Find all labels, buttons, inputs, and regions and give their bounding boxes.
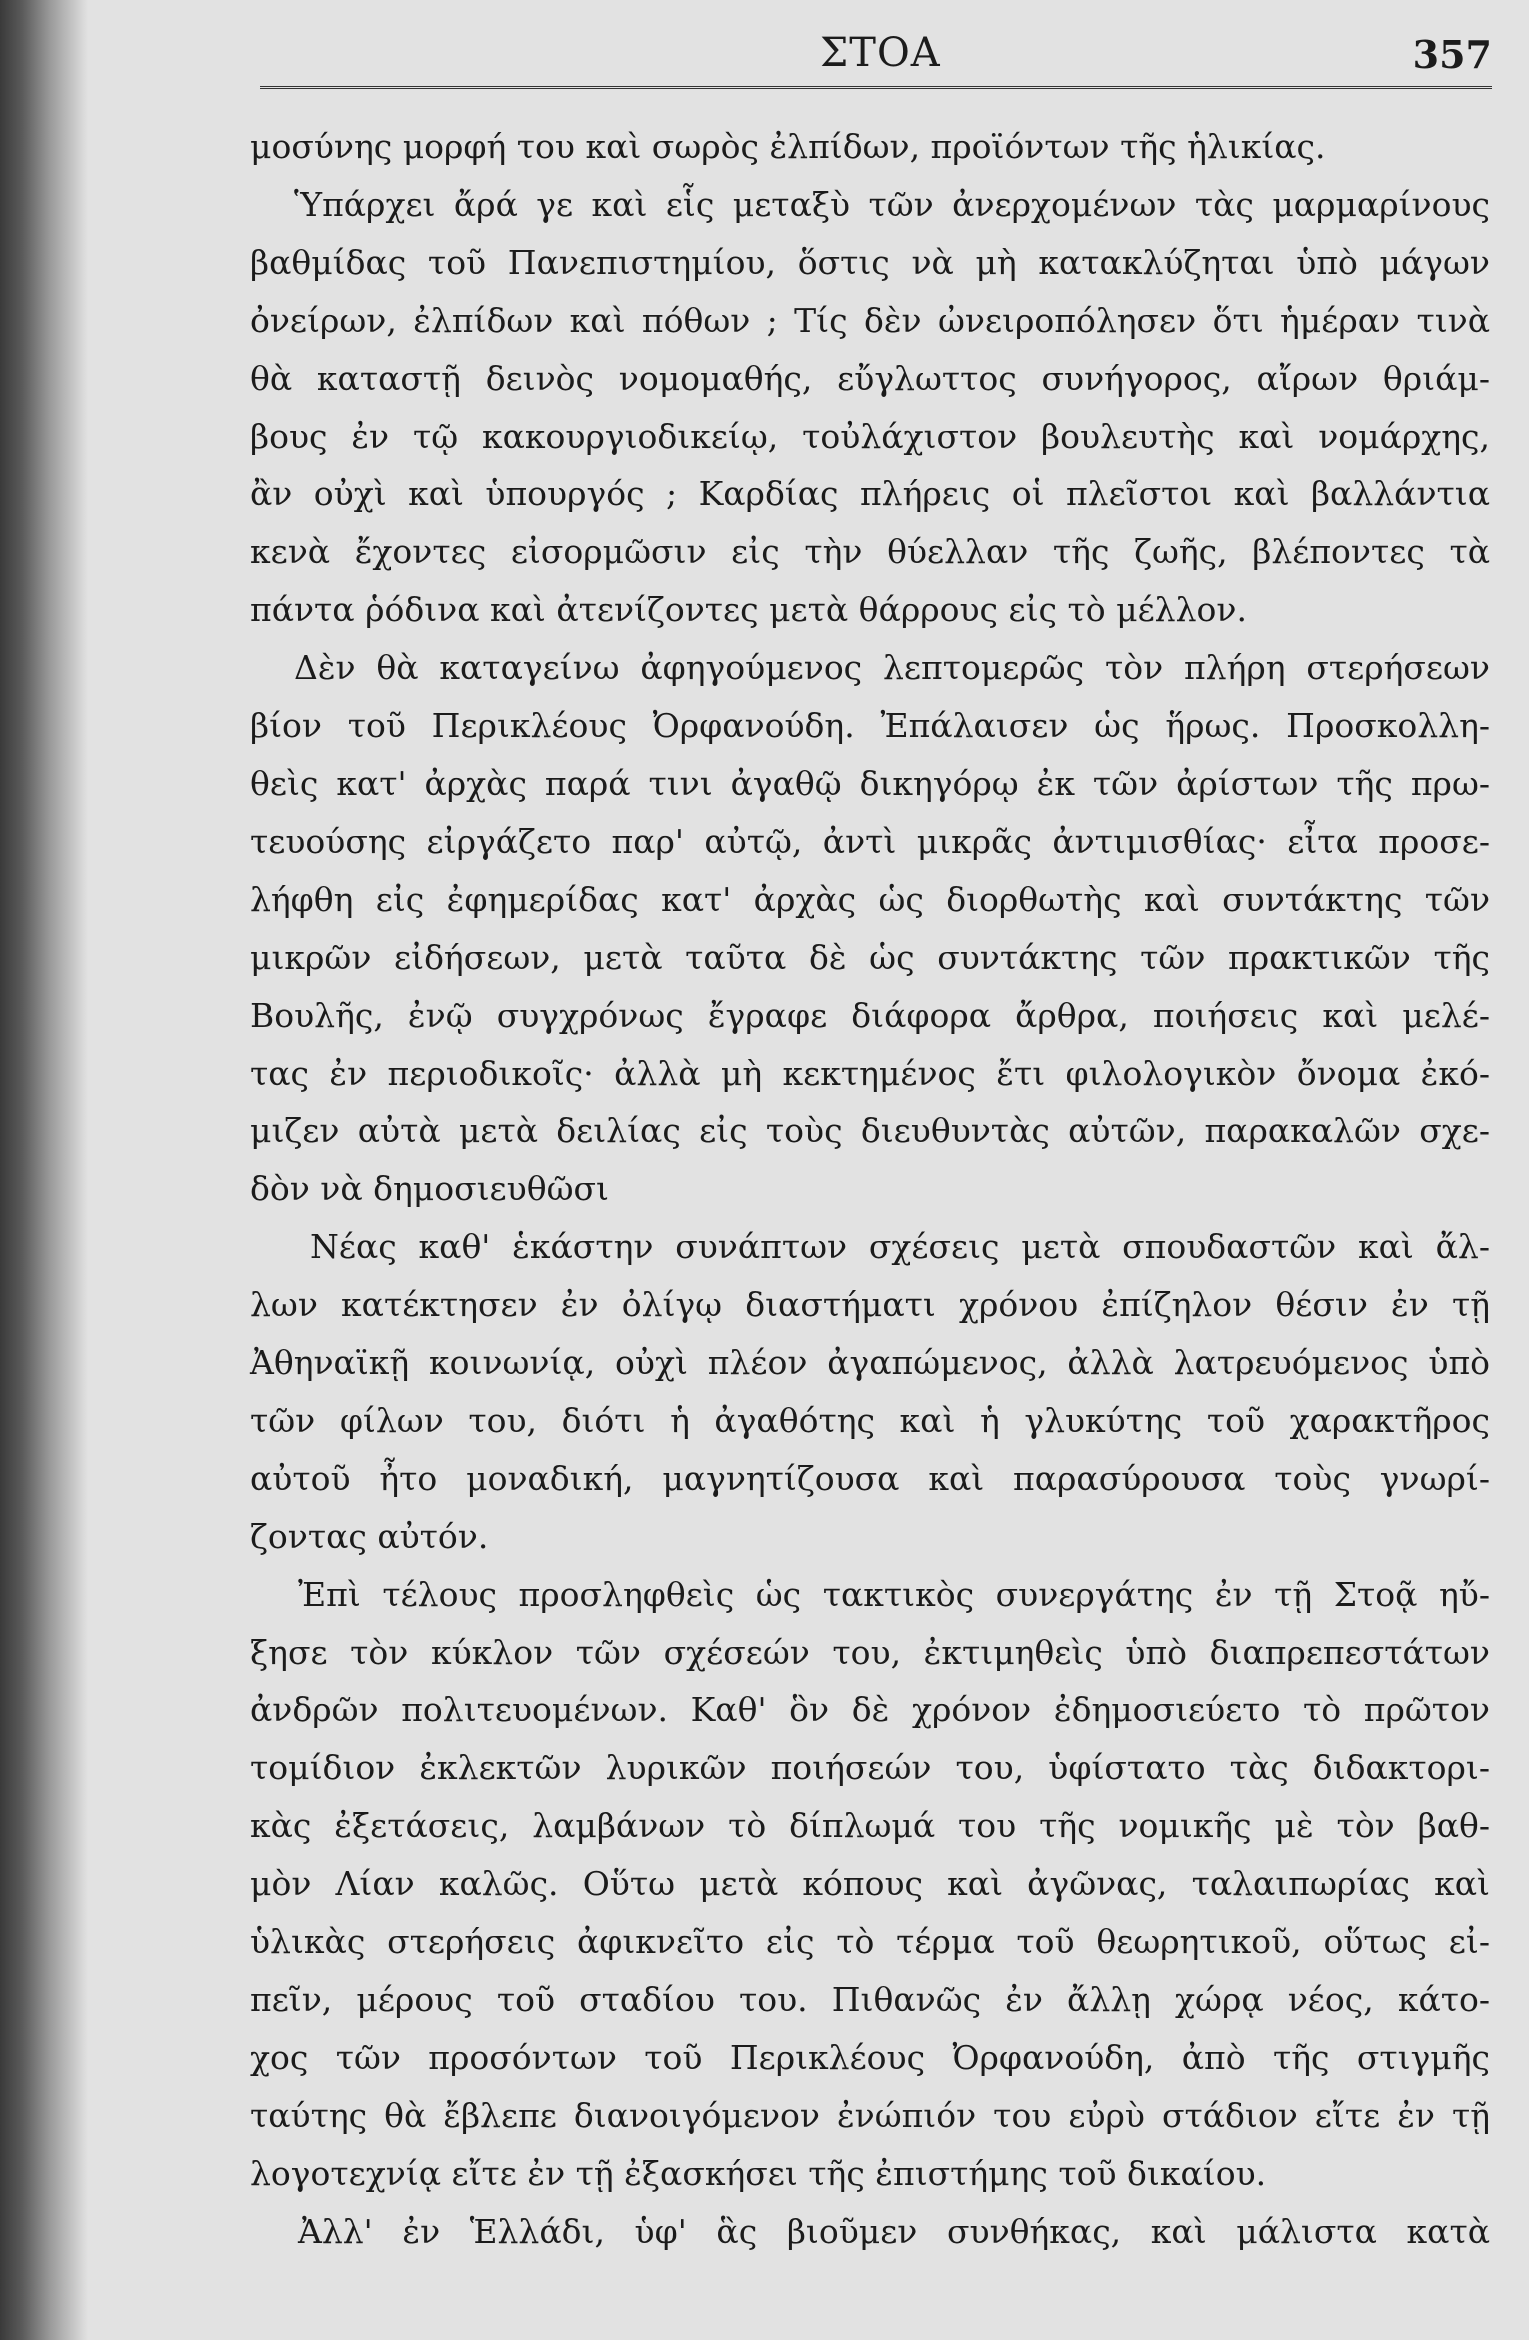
text-line: Ἀθηναϊκῇ κοινωνίᾳ, οὐχὶ πλέον ἀγαπώμενος, ἀλλὰ λατρευόμενος ὑπὸ <box>250 1343 1490 1383</box>
text-line: κενὰ ἔχοντες εἰσορμῶσιν εἰς τὴν θύελλαν τῆς ζωῆς, βλέποντες τὰ <box>250 532 1490 572</box>
text-line: βους ἐν τῷ κακουργιοδικείῳ, τοὐλάχιστον βουλευτὴς καὶ νομάρχης, <box>250 416 1490 456</box>
text-line: μοσύνης μορφή του καὶ σωρὸς ἐλπίδων, προϊόντων τῆς ἡλικίας. <box>250 127 1326 166</box>
text-line: ὀνείρων, ἐλπίδων καὶ πόθων ; Τίς δὲν ὠνειροπόλησεν ὅτι ἡμέραν τινὰ <box>250 300 1490 340</box>
body-text <box>250 118 1490 2261</box>
text-line: Ἀλλ' ἐν Ἑλλάδι, ὑφ' ἃς βιοῦμεν συνθήκας, καὶ μάλιστα κατὰ <box>298 2211 1490 2251</box>
text-line: ἂν οὐχὶ καὶ ὑπουργός ; Καρδίας πλήρεις οἱ πλεῖστοι καὶ βαλλάντια <box>250 474 1490 514</box>
text-line: λων κατέκτησεν ἐν ὀλίγῳ διαστήματι χρόνου ἐπίζηλον θέσιν ἐν τῇ <box>250 1285 1490 1325</box>
text-line: ἀνδρῶν πολιτευομένων. Καθ' ὃν δὲ χρόνον ἐδημοσιεύετο τὸ πρῶτον <box>250 1690 1490 1730</box>
text-line: πάντα ῥόδινα καὶ ἀτενίζοντες μετὰ θάρρους εἰς τὸ μέλλον. <box>250 590 1247 630</box>
text-line: λήφθη εἰς ἐφημερίδας κατ' ἀρχὰς ὡς διορθωτὴς καὶ συντάκτης τῶν <box>250 879 1490 919</box>
text-line: λογοτεχνίᾳ εἴτε ἐν τῇ ἐξασκήσει τῆς ἐπιστήμης τοῦ δικαίου. <box>250 2153 1267 2193</box>
text-line: Νέας καθ' ἑκάστην συνάπτων σχέσεις μετὰ σπουδαστῶν καὶ ἄλ- <box>310 1227 1490 1267</box>
book-spine-shadow <box>0 0 88 2340</box>
text-line: ζοντας αὐτόν. <box>250 1516 489 1556</box>
running-title: ΣΤΟΑ <box>820 30 941 76</box>
text-line: μὸν Λίαν καλῶς. Οὕτω μετὰ κόπους καὶ ἀγῶνας, ταλαιπωρίας καὶ <box>250 1864 1490 1904</box>
text-line: πεῖν, μέρους τοῦ σταδίου του. Πιθανῶς ἐν ἄλλῃ χώρᾳ νέος, κάτο- <box>250 1980 1490 2019</box>
page-header <box>260 24 1492 104</box>
text-line: Ἐπὶ τέλους προσληφθεὶς ὡς τακτικὸς συνεργάτης ἐν τῇ Στοᾷ ηὔ- <box>298 1574 1490 1614</box>
text-line: τας ἐν περιοδικοῖς· ἀλλὰ μὴ κεκτημένος ἔτι φιλολογικὸν ὄνομα ἐκό- <box>250 1053 1490 1093</box>
text-line: τευούσης εἰργάζετο παρ' αὐτῷ, ἀντὶ μικρᾶς ἀντιμισθίας· εἶτα προσε- <box>250 821 1490 861</box>
text-line: δὸν νὰ δημοσιευθῶσι <box>250 1169 609 1209</box>
text-line: τομίδιον ἐκλεκτῶν λυρικῶν ποιήσεών του, ὑφίστατο τὰς διδακτορι- <box>250 1748 1490 1788</box>
text-line: αὐτοῦ ἦτο μοναδική, μαγνητίζουσα καὶ παρασύρουσα τοὺς γνωρί- <box>250 1458 1490 1498</box>
text-line: μικρῶν εἰδήσεων, μετὰ ταῦτα δὲ ὡς συντάκτης τῶν πρακτικῶν τῆς <box>250 937 1490 977</box>
text-line: Βουλῆς, ἐνῷ συγχρόνως ἔγραφε διάφορα ἄρθρα, ποιήσεις καὶ μελέ- <box>250 995 1490 1035</box>
text-line: βίον τοῦ Περικλέους Ὀρφανούδη. Ἐπάλαισεν ὡς ἥρως. Προσκολλη- <box>250 706 1490 746</box>
header-rule <box>260 86 1492 89</box>
text-line: μιζεν αὐτὰ μετὰ δειλίας εἰς τοὺς διευθυντὰς αὐτῶν, παρακαλῶν σχε- <box>250 1111 1490 1151</box>
text-line: τῶν φίλων του, διότι ἡ ἀγαθότης καὶ ἡ γλυκύτης τοῦ χαρακτῆρος <box>250 1400 1490 1440</box>
text-line: ὑλικὰς στερήσεις ἀφικνεῖτο εἰς τὸ τέρμα τοῦ θεωρητικοῦ, οὕτως εἰ- <box>250 1922 1490 1962</box>
text-line: κὰς ἐξετάσεις, λαμβάνων τὸ δίπλωμά του τῆς νομικῆς μὲ τὸν βαθ- <box>250 1806 1490 1846</box>
page-number: 357 <box>1412 32 1492 77</box>
text-line: ταύτης θὰ ἔβλεπε διανοιγόμενον ἐνώπιόν του εὐρὺ στάδιον εἴτε ἐν τῇ <box>250 2095 1490 2135</box>
text-line: χος τῶν προσόντων τοῦ Περικλέους Ὀρφανούδη, ἀπὸ τῆς στιγμῆς <box>250 2037 1490 2077</box>
text-line: ξησε τὸν κύκλον τῶν σχέσεών του, ἐκτιμηθεὶς ὑπὸ διαπρεπεστάτων <box>250 1632 1490 1672</box>
text-line: Δὲν θὰ καταγείνω ἀφηγούμενος λεπτομερῶς τὸν πλήρη στερήσεων <box>294 648 1490 688</box>
text-line: βαθμίδας τοῦ Πανεπιστημίου, ὅστις νὰ μὴ κατακλύζηται ὑπὸ μάγων <box>250 242 1490 282</box>
text-line: θὰ καταστῇ δεινὸς νομομαθής, εὔγλωττος συνήγορος, αἴρων θριάμ- <box>250 358 1490 398</box>
text-line: θεὶς κατ' ἀρχὰς παρά τινι ἀγαθῷ δικηγόρῳ ἐκ τῶν ἀρίστων τῆς πρω- <box>250 763 1490 803</box>
text-line: Ὑπάρχει ἄρά γε καὶ εἷς μεταξὺ τῶν ἀνερχομένων τὰς μαρμαρίνους <box>294 184 1490 224</box>
